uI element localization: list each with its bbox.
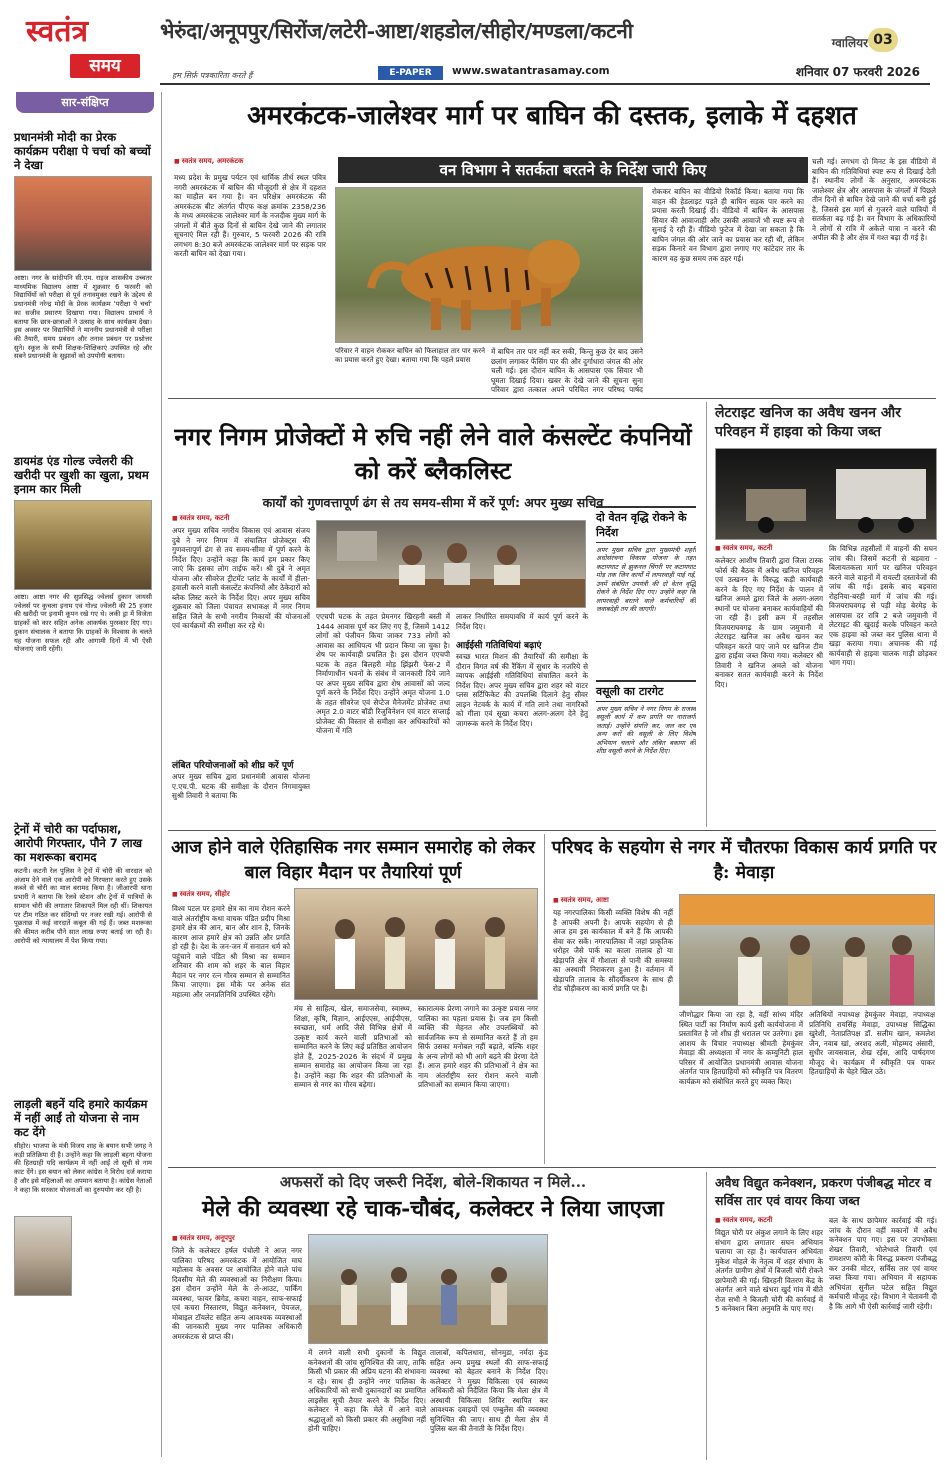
brief-1 <box>14 130 152 434</box>
article-nagar-samman <box>168 834 538 1164</box>
col3-subhead: आईईसी गतिविधियां बढ़ाएं <box>456 641 542 651</box>
byline: ■ स्वतंत्र समय, अमरकंटक <box>174 157 324 166</box>
article-subhead: वन विभाग ने सतर्कता बरतने के निर्देश जारी किए <box>338 157 808 183</box>
brief-photo <box>14 500 152 590</box>
section-rule <box>168 1167 936 1168</box>
article-body-col3: स्कारात्मक प्रेरणा जगाने का उत्कृष्ट प्रयास नगर पालिका का पहला प्रयास है। जब हम किसी व्यक्ति की मेहनत और उपलब्धियों को सार्वजनिक रूप से सम्मानित करते हैं तो हम सिर्फ उसका मनोबल नहीं बढ़ाते, बल्कि शहर के अन्य लोगों को भी आगे बढ़ने की प्रेरणा देते हैं। आज हमारे शहर की प्रतिभाओं ने क्षेत्र का नाम अंतर्राष्ट्रीय स्तर रोशन करने वाली प्रतिभाओं का सम्मान किया जाएगा। <box>418 1004 538 1089</box>
brief-4 <box>14 1097 152 1296</box>
brief-headline[interactable]: प्रधानमंत्री मोदी का प्रेरक कार्यक्रम परीक्षा पे चर्चा को बच्चों ने देखा <box>14 130 151 173</box>
article-mela <box>168 1194 698 1460</box>
samman-photo <box>294 888 538 1000</box>
website-link[interactable]: www.swatantrasamay.com <box>452 65 610 77</box>
article-body-col1: कलेक्टर आशीष तिवारी द्वारा जिला टास्क फोर्स की बैठक में अवैध खनिज परिवहन एवं उत्खनन के विरुद्ध कड़ी कार्यवाही करने के दिए गए निर्देश के पालन में खनिज अमले द्वारा जिले के अलग-अलग स्थानों पर योजना बनाकर कार्यवाहियों की जा रही हैं। इसी क्रम में तहसील विजयराघवगढ़ के ग्राम जमुवानी में लेटराइट खनिज का अवैध खनन कर परिवहन करते पाए जाने पर खनिज टीम द्वारा हाईवा जब्त किया गया। कलेक्टर श्री तिवारी ने खनिज अमले को योजना बनाकर सतत कार्यवाही करने के निर्देश दिए। <box>715 556 823 689</box>
article-body-col2: बल के साथ छापेमार कार्रवाई की गई। जांच के दौरान वहीं मकानों में अवैध कनेक्शन पाए गए। इस पर उपभोक्ता शेखर तिवारी, भोलेभाले तिवारी एवं रामशरण कोरी के विरुद्ध प्रकरण पंजीबद्ध कर उनकी मोटर, सर्विस तार एवं वायर जब्त किया गया। अभियान में सहायक अभियंता सुनील पटेल सहित विद्युत कर्मचारी मौजूद रहे। विभाग ने चेतावनी दी है कि आगे भी ऐसी कार्रवाई जारी रहेगी। <box>829 1216 937 1311</box>
masthead-rule <box>160 83 930 85</box>
byline: ■ स्वतंत्र समय, कटनी <box>172 514 322 523</box>
article-headline[interactable]: नगर निगम प्रोजेक्टों मे रुचि नहीं लेने वाले कंसल्टेंट कंपनियों को करें ब्लैकलिस्ट <box>174 422 692 485</box>
article-mewada <box>544 834 936 1164</box>
brief-body: आष्टा। नगर के सांदीपनि सी.एम. राइज शासकीय उच्चतर माध्यमिक विद्यालय आष्टा में शुक्रवार 6 फरवरी को विद्यार्थियों को परीक्षा से पूर्व तनावमुक्त रखने के उद्देश्य से प्रधानमंत्री नरेन्द्र मोदी के प्रेरक कार्यक्रम 'परीक्षा पे चर्चा' का सजीव प्रसारण दिखाया गया। विद्यालय प्राचार्य ने बताया कि छात्र-छात्राओं ने उत्साह के साथ कार्यक्रम देखा। इस अवसर पर विद्यार्थियों ने माननीय प्रधानमंत्री से परीक्षा की तैयारी, समय प्रबंधन और तनाव प्रबंधन पर प्रश्नोत्तर सुने। स्कूल के सभी शिक्षक-शिक्षिकाएं उपस्थित रहे और सबने प्रधानमंत्री के सुझावों को उपयोगी बताया। <box>14 274 152 361</box>
article-headline[interactable]: आज होने वाले ऐतिहासिक नगर सम्मान समारोह को लेकर बाल विहार मैदान पर तैयारियां पूर्ण <box>171 838 535 883</box>
banner-line: अफसरों को दिए जरूरी निर्देश, बोले-शिकायत न मिले... <box>279 1173 587 1191</box>
tagline: हम सिर्फ़ पत्रकारिता करते हैं <box>172 71 253 80</box>
article-body-col3: लाकर निर्धारित समयावधि में कार्य पूर्ण करने के निर्देश दिए। <box>456 612 588 631</box>
byline: ■ स्वतंत्र समय, कटनी <box>715 1216 825 1225</box>
article-nagar-nigam <box>168 402 698 827</box>
article-headline[interactable]: अवैध विद्युत कनेक्शन, प्रकरण पंजीबद्ध मोटर व सर्विस तार एवं वायर किया जब्त <box>715 1175 932 1208</box>
brief-3 <box>14 822 152 1087</box>
article-body-col2: में बाघिन तार पार नहीं कर सकी, किन्तु कुछ देर बाद उसने छलांग लगाकर फेंसिंग पार की और दुर्गाधारा जंगल की ओर चली गई। इस दौरान बाघिन के आसपास एक सियार भी घूमता दिखाई दिया। खबर के देखे जाने की सूचना सुना परिवार द्वारा तत्काल अपने परिचित नगर परिषद पार्षद <box>491 347 643 393</box>
article-headline[interactable]: लेटराइट खनिज का अवैध खनन और परिवहन में हाइवा को किया जब्त <box>715 405 901 440</box>
section-rule <box>168 830 936 831</box>
article-body-col3b: स्वच्छ भारत मिशन की तैयारियों की समीक्षा के दौरान विगत वर्ष की रैंकिंग में सुधार के नजरिये से व्यापक आईईसी गतिविधियां संचालित करने के निर्देश दिए। अपर मुख्य सचिव द्वारा शहर को वाटर प्लस सर्टिफिकेट की उपलब्धि दिलाने हेतु सीवर लाइन नेटवर्क के कार्य में गति लाने तथा नागरिकों को गीला एवं सूखा कचरा अलग-अलग देने हेतु जागरूक करने के निर्देश दिए। <box>456 652 588 728</box>
article-body-col1: विश्व पटल पर हमारे क्षेत्र का नाम रोशन करने वाले अंतर्राष्ट्रीय कथा वाचक पंडित प्रदीप मिश्रा हमारे क्षेत्र की आन, बान और शान है, जिनके कारण आज हमारे क्षेत्र को उन्नति और प्रगति हो रही है। देश के जन-जन में सनातन धर्म को पहुंचाने वाले पंडित श्री मिश्रा का सम्मान शनिवार की शाम को शहर के बाल विहार मैदान पर नगर रत्न गौरव सम्मान से सम्मानित किया जाएगा। इस मौके पर अनेक संत महात्मा और जनप्रतिनिधि उपस्थित रहेंगे। <box>172 904 290 999</box>
byline: ■ स्वतंत्र समय, अनूपपुर <box>172 1234 302 1243</box>
article-body-col2: जीणोद्धार किया जा रहा है, वहीं सांध्य मंदिर स्थित पार्टी का निर्माण कार्य इसी कार्ययोजना में प्रस्तावित है जो शीघ्र ही धरातल पर उतरेगा। इस आशय के विचार नपाध्यक्ष श्रीमती हेमकुंवर मेवाड़ा की अध्यक्षता में नगर के कम्युनिटी हाल परिसर में आयोजित प्रधानमंत्री आवास योजना अंतर्गत पात्र हितग्राहियों को स्वीकृति पत्र वितरण कार्यक्रम को संबोधित करते हुए व्यक्त किए। <box>679 1010 803 1086</box>
article-body-col1: विद्युत चोरी पर अंकुश लगाने के लिए शहर संभाग द्वारा लगातार सघन अभियान चलाया जा रहा है। कार्यपालन अभियंता मुकेश मोहले के नेतृत्व में शहर संभाग के अंतर्गत ग्रामीण क्षेत्रों में बिजली चोरी रोकने छापेमारी की गई। खिरहनी वितरण केंद्र के अंतर्गत आने वाले खंभरा खुर्द गांव में बीते रोज सभी ने बिजली चोरी की कार्रवाई में 5 कनेक्शन बिना अनुमति के पाए गए। <box>715 1228 823 1313</box>
masthead <box>0 0 945 90</box>
box-body: अपर मुख्य सचिव द्वारा मुख्यमंत्री शहरी अधोसंरचना विकास योजना के तहत कटायघाट से झुकनल चिंगरी पर कटायघाट मोड़ तक जिन कार्यों में लापरवाही पाई गई, उनमें संबंधित उपयंत्री की दो वेतन वृद्धि रोकने के निर्देश दिए गए। उन्होंने कहा कि लापरवाही बरतने वाले कर्मचारियों की जवाबदेही तय की जाएगी। <box>596 546 696 614</box>
article-body-col3: तालाबों, कपिलधारा, सोनमुडा, नर्मदा कुंड सहित अन्य प्रमुख स्थलों की साफ-सफाई व्यवस्था को बेहतर बनाने के निर्देश दिए। कलेक्टर ने मुख्य चिकित्सा एवं स्वास्थ्य अधिकारी को निर्देशित किया कि मेला क्षेत्र में अस्थायी चिकित्सा शिविर स्थापित कर आवश्यक दवाइयों एवं एम्बुलेंस की व्यवस्था सुनिश्चित की जाए। साथ ही मेला क्षेत्र में पुलिस बल की तैनाती के निर्देश दिए। <box>430 1348 548 1433</box>
mewada-photo <box>679 894 935 1006</box>
article-body-col1: जिले के कलेक्टर हर्षल पंचोली ने आज नगर पालिका परिषद अमरकंटक में आयोजित माघ महोत्सव के अवसर पर आयोजित होने वाले पांच दिवसीय मेले की व्यवस्थाओं का निरीक्षण किया। इस दौरान उन्होंने मेले के ले-आउट, पार्किंग व्यवस्था, फायर ब्रिगेड, कचरा वाहन, साफ-सफाई एवं कचरा निस्तारण, विद्युत कनेक्शन, पेयजल, मोबाइल टॉयलेट सहित अन्य आवश्यक व्यवस्थाओं की जानकारी मुख्य नगर पालिका अधिकारी अमरकंटक से प्राप्त की। <box>172 1246 302 1341</box>
article-body-col4: चली गई। लगभग दो मिनट के इस वीडियो में बाघिन की गतिविधियां स्पष्ट रूप से दिखाई देती हैं। स्थानीय लोगों के अनुसार, अमरकंटक जालेश्वर क्षेत्र और आसपास के जंगलों में पिछले तीन दिनों से बाघिन देखे जाने की चर्चा बनी हुई है, जिससे इस मार्ग से गुजरने वाले यात्रियों में सतर्कता बढ़ गई है। वन विभाग के अधिकारियों ने लोगों से रात्रि में अकेले यात्रा न करने की अपील की है और क्षेत्र में गश्त बढ़ा दी गई है। <box>812 157 936 242</box>
section-rule <box>168 398 936 399</box>
article-body-col2: मंच से साहित्य, खेल, समाजसेवा, स्वास्थ्य, शिक्षा, कृषि, विज्ञान, आईएएस, आईपीएस, स्वच्छता, धर्म आदि जैसे विभिन्न क्षेत्रों में उत्कृष्ट कार्य करने वाली प्रतिभाओं को सम्मानित करने के लिए कई प्रतिष्ठित आयोजन होते हैं, 2025-2026 के संदर्भ में प्रमुख सम्मान समारोह का आयोजन किया जा रहा है। उन्होंने कहा कि शहर की प्रतिभाओं के सम्मान से नगर का गौरव बढ़ेगा। <box>294 1004 412 1089</box>
edition-regions: भेरुंदा/अनूपपुर/सिरोंज/लटेरी-आष्टा/शहडोल/सीहोर/मण्डला/कटनी <box>160 19 633 43</box>
meeting-photo <box>316 520 586 608</box>
article-body-col1: अपर मुख्य सचिव नगरीय विकास एवं आवास संजय दुबे ने नगर निगम में संचालित प्रोजेक्ट्स की गुणवत्तापूर्ण ढंग से तय समय-सीमा में पूर्ण करने के निर्देश दिए। उन्होंने कहा कि कार्य हम प्रकार किए जाएं कि इसका लोग ताईफ करें। श्री दुबे ने अमृत योजना और सीवरेज ट्रीटमेंट प्लांट के कार्यों में हीला-हवाली करने वाली कंसल्टेंट कंपनियों और ठेकेदारों को ब्लैक लिस्ट करने के निर्देश दिए। अपर मुख्य सचिव शुक्रवार को जिला पंचायत सभाकक्ष में नगर निगम सहित जिले के सभी नगरीय निकायों की योजनाओं एवं कार्यक्रमों की समीक्षा कर रहे थे। <box>172 526 310 630</box>
col1-subhead: लंबित परियोजनाओं को शीघ्र करें पूर्ण <box>172 761 294 771</box>
brief-2 <box>14 454 152 783</box>
brief-photo <box>14 176 152 271</box>
byline: ■ स्वतंत्र समय, आष्टा <box>553 896 673 905</box>
logo-top-text: स्वतंत्र <box>26 14 89 49</box>
sidebar <box>10 92 162 1457</box>
mela-photo <box>308 1234 548 1344</box>
brief-body: आष्टा। आष्टा नगर की सुप्रसिद्ध ज्वेलर्स दुकान जायसी ज्वेलर्स पर कुचला इनाम एवं गोल्ड ज्वेलरी की 25 हजार की खरीदी पर इनामी कूपन रखे गए थे। लकी ड्रा में विजेता ग्राहकों को कार सहित अनेक आकर्षक पुरस्कार दिए गए। दुकान संचालक ने बताया कि ग्राहकों के विश्वास के चलते यह योजना सफल रही और आगामी दिनों में भी ऐसी योजनाएं जारी रहेंगी। <box>14 593 152 654</box>
article-headline[interactable]: परिषद के सहयोग से नगर में चौतरफा विकास कार्य प्रगति पर है: मेवाड़ा <box>551 838 937 883</box>
sidebar-section-title: सार-संक्षिप्त <box>16 92 154 113</box>
article-headline[interactable]: मेले की व्यवस्था रहे चाक-चौबंद, कलेक्टर ने लिया जाएजा <box>202 1196 664 1222</box>
info-box <box>596 506 696 824</box>
brief-headline[interactable]: लाड़ली बहनें यदि हमारे कार्यक्रम में नहीं आईं तो योजना से नाम कट देंगे <box>14 1097 148 1140</box>
logo-bottom-text: समय <box>70 54 140 78</box>
brief-body: सीहोर। भाजपा के मंत्री विजय शाह के बयान सभी जगह ने कड़ी प्रतिक्रिया दी है। उन्होंने कहा कि लाड़ली बहना योजना की हितग्राही यदि कार्यक्रम में नहीं आईं तो सूची से नाम काट देंगे। इस बयान को लेकर कांग्रेस ने विरोध दर्ज कराया है और इसे महिलाओं का अपमान बताया है। कांग्रेस नेताओं ने कहा कि सरकार योजनाओं का दुरुपयोग कर रही है। <box>14 1142 152 1194</box>
brief-body: कटनी। कटनी रेल पुलिस ने ट्रेनों में चोरी की वारदात को अंजाम देने वाले एक आरोपी को गिरफ्तार करते हुए उसके कब्जे से चोरी का माल बरामद किया है। जीआरपी थाना प्रभारी ने बताया कि रेलवे स्टेशन और ट्रेनों में यात्रियों के सामान चोरी की लगातार शिकायतें मिल रही थीं। शिकायत पर टीम गठित कर संदिग्धों पर नजर रखी गई। आरोपी से पूछताछ में कई वारदातें कबूल की गई हैं। जब्त मशरूका की कीमत करीब पौने सात लाख रुपए बताई जा रही है। आरोपी को न्यायालय में पेश किया गया। <box>14 867 152 945</box>
article-electricity <box>706 1172 936 1460</box>
brief-photo <box>14 1216 72 1296</box>
hywa-photo <box>715 448 937 540</box>
brief-headline[interactable]: डायमंड एंड गोल्ड ज्वेलरी की खरीदी पर खुशी का खुला, प्रथम इनाम कार मिली <box>14 454 149 497</box>
article-body-col2: कि विभिन्न तहसीलों में वाहनों की सघन जांच की। जिसमें कटनी से बड़वारा - बिलायतकला मार्ग पर खनिज परिवहन करने वाले वाहनों में रायल्टी दस्तावेजों की जांच की गई। इसके बाद बड़वारा रोहनिया-बरही मार्ग में जांच की गई। विजयराघवगढ़ से पड़ी मोड़ बेरमेड़ के आसपास दर रात्रि 2 बजे जमुवानी में लेटराइट की खुदाई करके परिवहन करते एक हाइवा को जब्त कर पुलिस थाना में खड़ा कराया गया। अचानक की गई कार्यवाही से हाइवा चालक गाड़ी छोड़कर भाग गया। <box>829 544 937 667</box>
article-laterite <box>706 402 936 827</box>
box-title: दो वेतन वृद्धि रोकने के निर्देश <box>596 506 696 543</box>
byline: ■ स्वतंत्र समय, सीहोर <box>172 890 322 899</box>
byline: ■ स्वतंत्र समय, कटनी <box>715 544 825 553</box>
box2-body: अपर मुख्य सचिव ने नगर निगम के राजस्व वसूली कार्य में कम प्रगति पर नाराजगी जताई। उन्होंने संपत्ति कर, जल कर एवं अन्य करों की वसूली के लिए विशेष अभियान चलाने और लंबित बकाया की शीघ्र वसूली करने के निर्देश दिए। <box>596 705 696 756</box>
article-subhead: कार्यों को गुणवत्तापूर्ण ढंग से तय समय-सीमा में करें पूर्ण: अपर मुख्य सचिव <box>262 495 604 510</box>
issue-date: शनिवार 07 फरवरी 2026 <box>795 65 920 79</box>
city-label: ग्वालियर <box>831 36 868 50</box>
box2-title: वसूली का टारगेट <box>596 680 696 702</box>
article-body-col2: एएचपी घटक के तहत प्रेमनगर खिरहनी बस्ती में 1444 आवास पूर्ण कर लिए गए हैं, जिसमें 1412 लोगों को पंजीयन किया जाकर 733 लोगों को आवास का आधिपत्य भी प्रदान किया जा चुका है। शेष पर कार्यवाही प्रचलित है। इस दौरान एएचपी घटक के तहत बिलहरी मोड़ झिंझरी फेस-2 में निर्माणाधीन भवनों के संबंध में जानकारी दिये जाने पर अपर मुख्य सचिव द्वारा शेष आवासों को जल्द पूर्ण करने के निर्देश दिए। उन्होंने अमृत योजना 1.0 के तहत सीवरेज एवं सेप्टेज मैनेजमेंट प्रोजेक्ट तथा अमृत 2.0 वाटर बॉडी रिजुविनेशन एवं वाटर सप्लाई प्रोजेक्ट की विस्तार से समीक्षा कर अधिकारियों को योजना में गति <box>316 612 450 735</box>
brief-headline[interactable]: ट्रेनों में चोरी का पर्दाफाश, आरोपी गिरफ्तार, पौने 7 लाख का मशरूका बरामद <box>14 822 142 865</box>
article-body-col2: में लगने वाली सभी दुकानों के विद्युत कनेक्शनों की जांच सुनिश्चित की जाए, ताकि किसी भी प्रकार की अप्रिय घटना की संभावना न रहे। साथ ही उन्होंने नगर पालिका के अधिकारियों को सभी दुकानदारों का प्रमाणित लाइसेंस सूची तैयार करने के निर्देश दिए। कलेक्टर ने कहा कि मेले में आने वाले श्रद्धालुओं को किसी प्रकार की असुविधा नहीं होनी चाहिए। <box>308 1348 426 1433</box>
article-headline[interactable]: अमरकंटक-जालेश्वर मार्ग पर बाघिन की दस्तक, इलाके में दहशत <box>247 101 857 131</box>
article-body-col1b: अपर मुख्य सचिव द्वारा प्रधानमंत्री आवास योजना ए.एच.पी. घटक की समीक्षा के दौरान निगमायुक्त सुश्री तिवारी ने बताया कि <box>172 772 310 800</box>
article-body-col1: मध्य प्रदेश के प्रमुख पर्यटन एवं धार्मिक तीर्थ स्थल पवित्र नगरी अमरकंटक में बाघिन की मौजूदगी से क्षेत्र में दहशत का माहौल बन गया है। वन परिक्षेत्र अमरकंटक की अमरकंटक बीट अंतर्गत पीएफ कक्ष क्रमांक 2358/236 के मध्य अमरकंटक जालेश्वर मार्ग के नजदीक मुख्य मार्ग के जंगलों में बीते कुछ दिनों से बाघिन देखे जाने की लगातार सूचनाएं मिल रही हैं। गुरुवार, 5 फरवरी 2026 की रात्रि लगभग 8:30 बजे अमरकंटक जालेश्वर मार्ग पर सड़क पार करती बाघिन को देखा गया। <box>174 173 326 258</box>
photo-caption: परिवार ने वाहन रोककर बाघिन को फिलाहाल तार पार करने का प्रयास करते हुए देखा। बताया गया कि पहले प्रयास <box>335 347 485 365</box>
tiger-photo <box>335 187 643 343</box>
article-body-col3: अतिथियों नपाध्यक्ष हेमकुंवर मेवाड़ा, नपाध्यक्ष प्रतिनिधि रायसिंह मेवाड़ा, उपाध्यक्ष सिद्धिका खुरेशी, नेताप्रतिपक्ष डॉ. सलीम खान, कमलेश जैन, नवाब खां, अरशद अली, मोहम्मद अंसारी, सुधीर जायसवाल, शेख रईस, आदि पार्षदगण मौजूद थे। कार्यक्रम में स्वीकृति पत्र पाकर हितग्राहियों के चेहरे खिल उठे। <box>809 1010 935 1076</box>
logo[interactable] <box>18 14 153 84</box>
article-body-col3: रोककर बाघिन का वीडियो रिकॉर्ड किया। बताया गया कि वाहन की हेडलाइट पड़ते ही बाघिन सड़क पार करने का प्रयास करती दिखाई दी। वीडियो में बाघिन के आसपास सियार की आवाजाही और उसकी आवाजें भी स्पष्ट रूप से सुनाई दे रही हैं। वीडियो फुटेज में देखा जा सकता है कि बाघिन जंगल की ओर जाने का प्रयास कर रही थी, लेकिन सड़क किनारे वन विभाग द्वारा लगाए गए कांटेदार तार के कारण वह कुछ समय तक ठहर गई। <box>652 187 804 263</box>
article-tiger <box>168 95 936 395</box>
page-number: 03 <box>868 28 898 52</box>
epaper-badge[interactable]: E-PAPER <box>378 66 443 80</box>
article-body-col1: यह नगरपालिका किसी व्यक्ति विशेष की नहीं है आपकी अपनी है। आपके सहयोग से ही आज हम इस कार्यकाल में बने हैं कि आपकी सेवा कर सकें। नगरपालिका में जहां प्राकृतिक धरोहर जैसे पार्क का काला तालाब हो या खेड़ापति क्षेत्र में गौशाला से पानी की समस्या का अस्थायी निराकरण हुआ है। वर्तमान में खेड़ापति तालाब के सौंदर्यीकरण के साथ ही रोड चौड़ीकरण का कार्य प्रगति पर है। <box>553 908 673 993</box>
